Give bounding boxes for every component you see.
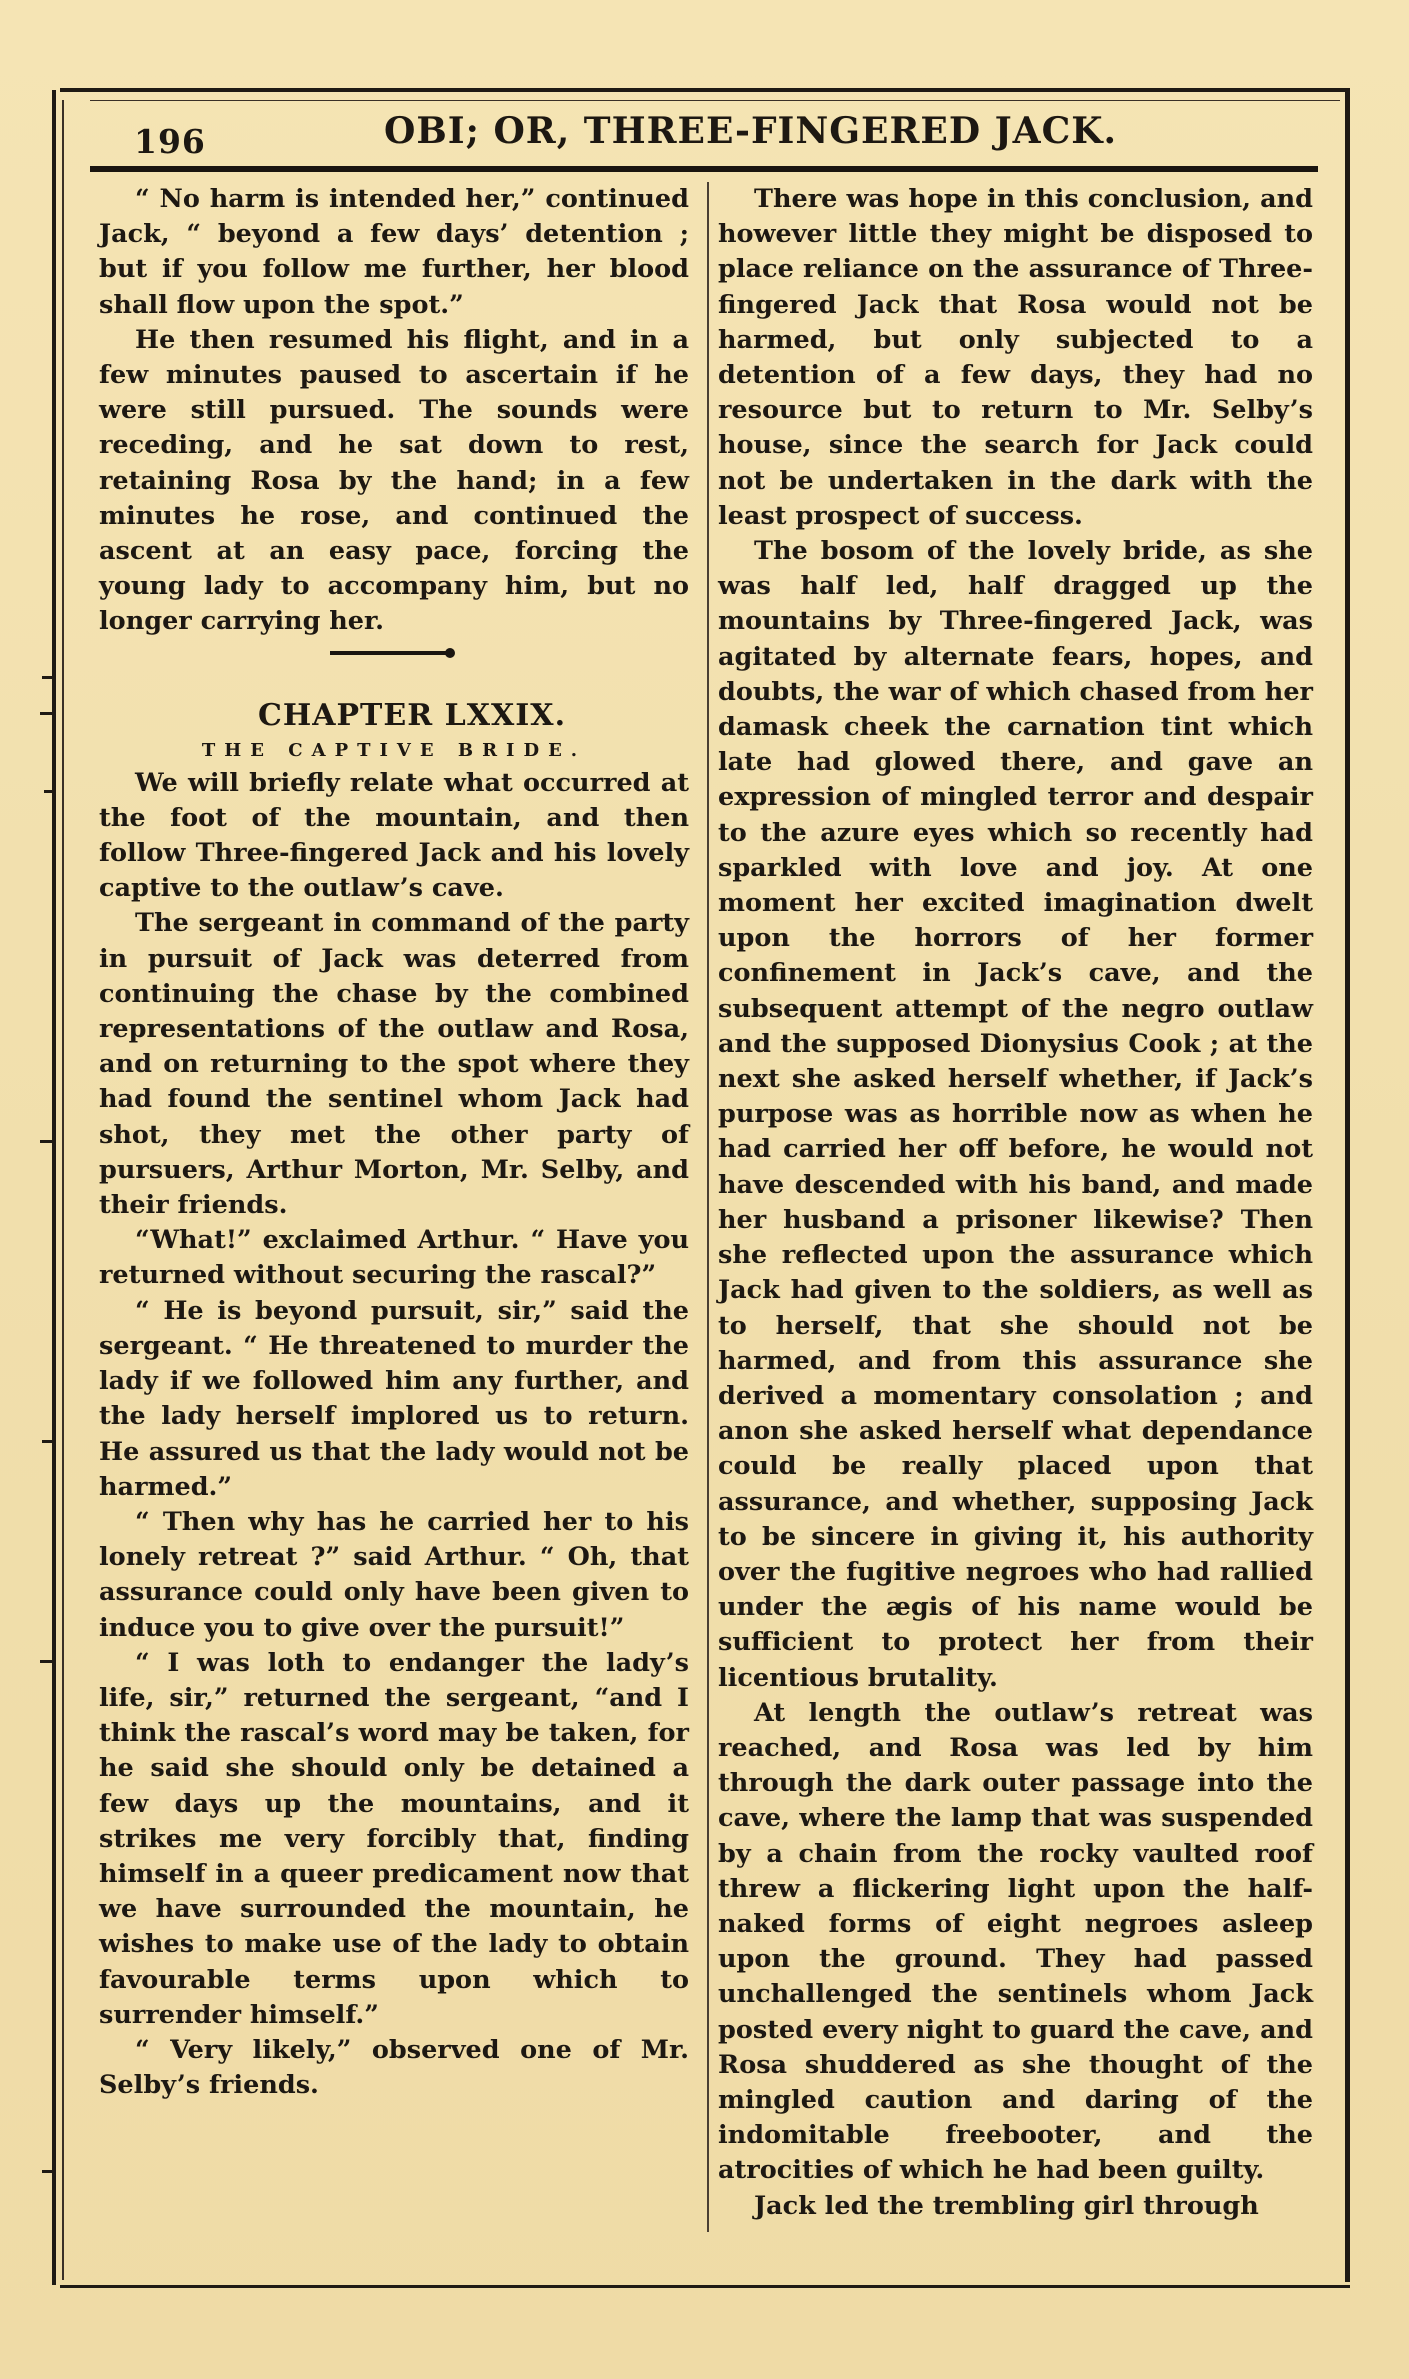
paragraph: At length the outlaw’s retreat was reached, and Rosa was led by him through the dark outer passage into the cave, where the lamp that was suspended by a chain from the rocky vaulted roof threw a flickering light upon the half-naked forms of eight negroes asleep upon the ground. They had passed unchallenged the sentinels whom Jack posted every night to guard the cave, and Rosa shuddered as she thought of the mingled caution and daring of the indomitable freebooter, and the atrocities of which he had been guilty.	[718, 1697, 1313, 2186]
margin-tick	[42, 2170, 52, 2173]
margin-tick	[40, 1660, 52, 1663]
header-rule	[90, 166, 1318, 172]
page-header	[90, 104, 1340, 168]
paragraph: “ He is beyond pursuit, sir,” said the sergeant. “ He threatened to murder the lady if we followed him any further, and the lady herself implored us to return. He assured us that the lady would not be harmed.”	[99, 1295, 689, 1502]
margin-tick	[44, 790, 52, 793]
chapter-title: CHAPTER LXXIX.	[257, 697, 567, 733]
chapter-subtitle: THE CAPTIVE BRIDE.	[201, 739, 587, 761]
page-number: 196	[134, 122, 206, 161]
margin-tick	[40, 1140, 52, 1143]
column-divider	[707, 182, 709, 2232]
running-title: OBI; OR, THREE-FINGERED JACK.	[384, 110, 1118, 152]
paragraph: “ Very likely,” observed one of Mr. Selby’s friends.	[99, 2034, 689, 2101]
paragraph: There was hope in this conclusion, and however little they might be disposed to place reliance on the assurance of Three-fingered Jack that Rosa would not be harmed, but only subjected to a detention of a few days, they had no resource but to return to Mr. Selby’s house, since the search for Jack could not be undertaken in the dark with the least prospect of success.	[718, 184, 1313, 531]
page-frame-top-rule	[60, 88, 1350, 92]
page-frame-left-rule	[52, 90, 56, 2285]
page-frame-left-inner-rule	[62, 100, 64, 2280]
right-column	[718, 182, 1313, 2224]
left-column	[99, 182, 689, 2103]
paragraph: “What!” exclaimed Arthur. “ Have you returned without securing the rascal?”	[99, 1225, 689, 1291]
page-frame-right-rule	[1345, 92, 1350, 2282]
paragraph: The sergeant in command of the party in pursuit of Jack was deterred from continuing the chase by the combined representations of the outlaw and Rosa, and on returning to the spot where they had found the sentinel whom Jack had shot, they met the other party of pursuers, Arthur Morton, Mr. Selby, and their friends.	[99, 908, 689, 1221]
paragraph: He then resumed his flight, and in a few minutes paused to ascertain if he were still pursued. The sounds were receding, and he sat down to rest, retaining Rosa by the hand; in a few minutes he rose, and continued the ascent at an easy pace, forcing the young lady to accompany him, but no longer carrying her.	[99, 324, 689, 637]
paragraph: “ Then why has he carried her to his lonely retreat ?” said Arthur. “ Oh, that assurance could only have been given to induce you to give over the pursuit!”	[99, 1506, 689, 1643]
section-divider-ornament	[330, 648, 458, 658]
paragraph: We will briefly relate what occurred at the foot of the mountain, and then follow Three-fingered Jack and his lovely captive to the outlaw’s cave.	[99, 767, 689, 904]
page-frame-bottom-rule	[60, 2285, 1350, 2288]
margin-tick	[42, 676, 52, 679]
page-frame-inner-rule	[90, 100, 1340, 101]
margin-tick	[40, 712, 52, 715]
paragraph: “ I was loth to endanger the lady’s life, sir,” returned the sergeant, “and I think the rascal’s word may be taken, for he said she should only be detained a few days up the mountains, and it strikes me very forcibly that, finding himself in a queer predicament now that we have surrounded the mountain, he wishes to make use of the lady to obtain favourable terms upon which to surrender himself.”	[99, 1647, 689, 2030]
paragraph: Jack led the trembling girl through	[754, 2190, 1259, 2221]
paragraph: The bosom of the lovely bride, as she was half led, half dragged up the mountains by Three-fingered Jack, was agitated by alternate fears, hopes, and doubts, the war of which chased from her damask cheek the carnation tint which late had glowed there, and gave an expression of mingled terror and despair to the azure eyes which so recently had sparkled with love and joy. At one moment her excited imagination dwelt upon the horrors of her former confinement in Jack’s cave, and the subsequent attempt of the negro outlaw and the supposed Dionysius Cook ; at the next she asked herself whether, if Jack’s purpose was as horrible now as when he had carried her off before, he would not have descended with his band, and made her husband a prisoner likewise? Then she reflected upon the assurance which Jack had given to the soldiers, as well as to herself, that she should not be harmed, and from this assurance she derived a momentary consolation ; and anon she asked herself what dependance could be really placed upon that assurance, and whether, supposing Jack to be sincere in giving it, his authority over the fugitive negroes who had rallied under the ægis of his name would be sufficient to protect her from their licentious brutality.	[718, 536, 1313, 1693]
paragraph: “ No harm is intended her,” continued Jack, “ beyond a few days’ detention ; but if you follow me further, her blood shall flow upon the spot.”	[99, 184, 689, 320]
margin-tick	[42, 1440, 52, 1443]
